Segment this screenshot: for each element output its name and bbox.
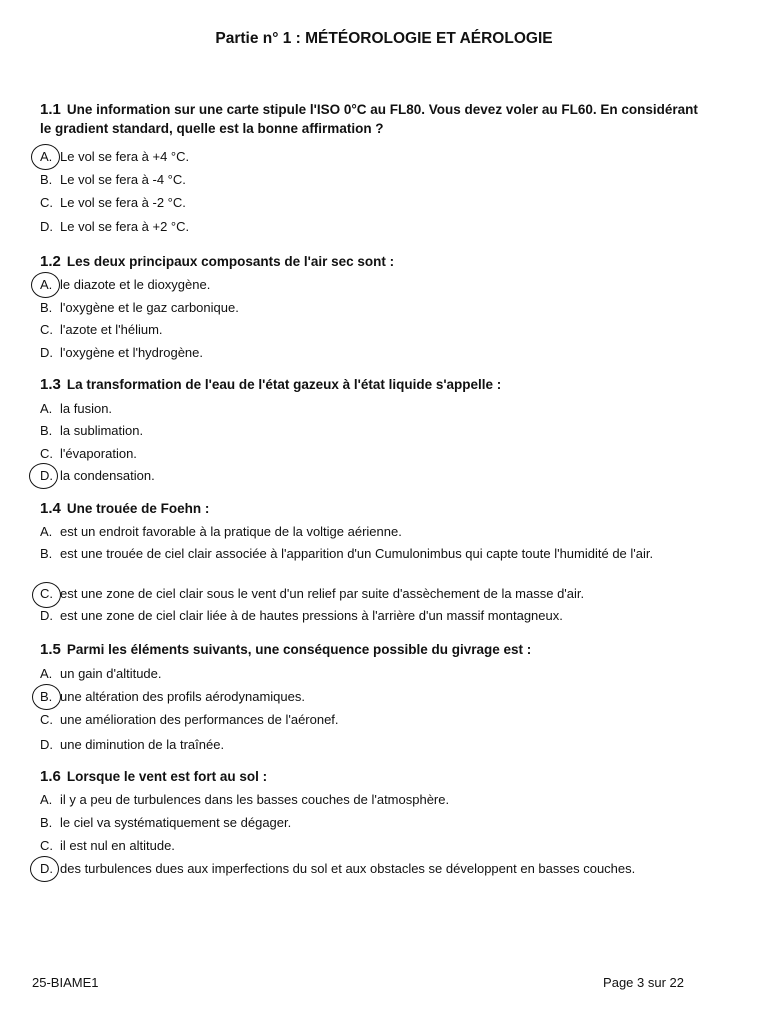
question-text: Une trouée de Foehn : [66, 501, 210, 516]
option-1-2-a[interactable]: A. le diazote et le dioxygène. [40, 277, 211, 292]
question-number: 1.3 [40, 376, 61, 393]
option-1-2-b[interactable]: B. l'oxygène et le gaz carbonique. [40, 300, 239, 315]
question-number: 1.5 [40, 641, 61, 658]
option-1-1-d[interactable]: D. Le vol se fera à +2 °C. [40, 219, 190, 234]
option-1-3-a[interactable]: A. la fusion. [40, 401, 113, 416]
option-1-4-b[interactable]: B. est une trouée de ciel clair associée à l'apparition d'un Cumulonimbus qui capte toute l'humidité de l'air. [40, 546, 654, 561]
question-1-6 [40, 767, 700, 786]
question-number: 1.4 [40, 500, 61, 517]
question-1-3 [40, 375, 700, 394]
option-1-5-a[interactable]: A. un gain d'altitude. [40, 666, 162, 681]
option-1-1-b[interactable]: B. Le vol se fera à -4 °C. [40, 172, 186, 187]
option-1-1-a[interactable]: A. Le vol se fera à +4 °C. [40, 149, 190, 164]
option-1-5-d[interactable]: D. une diminution de la traînée. [40, 737, 225, 752]
question-1-5 [40, 640, 700, 659]
option-1-3-d[interactable]: D. la condensation. [40, 468, 155, 483]
question-number: 1.2 [40, 253, 61, 270]
question-1-1 [40, 100, 700, 138]
question-number: 1.6 [40, 768, 61, 785]
option-1-2-c[interactable]: C. l'azote et l'hélium. [40, 322, 163, 337]
question-1-4 [40, 499, 700, 518]
question-number: 1.1 [40, 101, 61, 118]
option-1-6-a[interactable]: A. il y a peu de turbulences dans les basses couches de l'atmosphère. [40, 792, 450, 807]
option-1-1-c[interactable]: C. Le vol se fera à -2 °C. [40, 195, 186, 210]
option-1-5-c[interactable]: C. une amélioration des performances de l'aéronef. [40, 712, 339, 727]
question-text: Lorsque le vent est fort au sol : [66, 769, 268, 784]
option-1-6-c[interactable]: C. il est nul en altitude. [40, 838, 175, 853]
page-title: Partie n° 1 : MÉTÉOROLOGIE ET AÉROLOGIE [215, 30, 553, 47]
question-1-2 [40, 252, 700, 271]
question-text: Parmi les éléments suivants, une conséquence possible du givrage est : [66, 642, 532, 657]
page-number: Page 3 sur 22 [603, 975, 684, 990]
document-code: 25-BIAME1 [32, 975, 99, 990]
option-1-3-b[interactable]: B. la sublimation. [40, 423, 144, 438]
option-1-2-d[interactable]: D. l'oxygène et l'hydrogène. [40, 345, 204, 360]
option-1-6-d[interactable]: D. des turbulences dues aux imperfections du sol et aux obstacles se développent en basses couches. [40, 861, 636, 876]
option-1-4-d[interactable]: D. est une zone de ciel clair liée à de hautes pressions à l'arrière d'un massif montagneux. [40, 608, 563, 623]
question-text: La transformation de l'eau de l'état gazeux à l'état liquide s'appelle : [66, 377, 502, 392]
option-1-5-b[interactable]: B. une altération des profils aérodynamiques. [40, 689, 305, 704]
question-text: Une information sur une carte stipule l'ISO 0°C au FL80. Vous devez voler au FL60. En considérant le gradient standard, quelle est la bonne affirmation ? [40, 102, 698, 136]
option-1-3-c[interactable]: C. l'évaporation. [40, 446, 137, 461]
option-1-6-b[interactable]: B. le ciel va systématiquement se dégager. [40, 815, 292, 830]
question-text: Les deux principaux composants de l'air sec sont : [66, 254, 395, 269]
option-1-4-c[interactable]: C. est une zone de ciel clair sous le vent d'un relief par suite d'assèchement de la masse d'air. [40, 586, 585, 601]
option-1-4-a[interactable]: A. est un endroit favorable à la pratique de la voltige aérienne. [40, 524, 402, 539]
